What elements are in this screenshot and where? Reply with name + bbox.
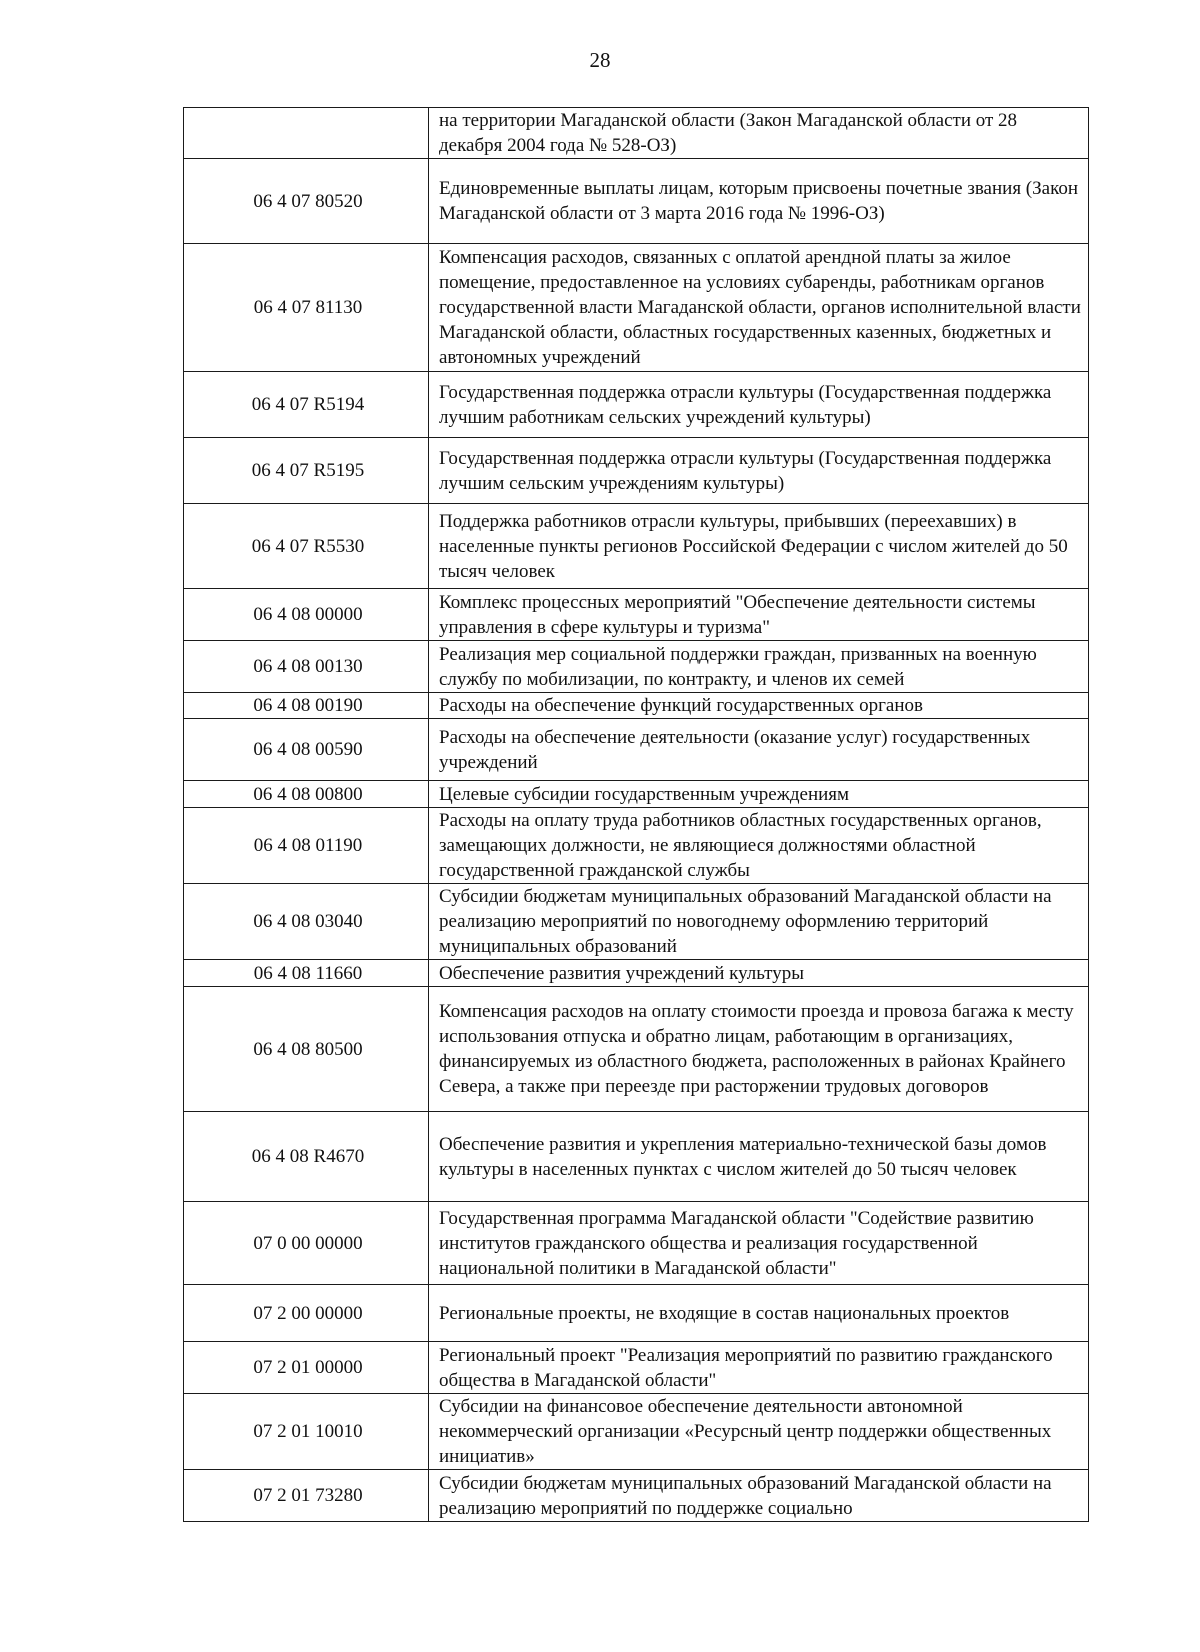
table-row — [184, 504, 1089, 589]
code-cell: 07 2 01 73280 — [184, 1470, 429, 1522]
table-row — [184, 884, 1089, 960]
table-row — [184, 808, 1089, 884]
code-cell: 07 2 00 00000 — [184, 1285, 429, 1342]
description-cell: Обеспечение развития и укрепления материально-технической базы домов культуры в населенных пунктах с числом жителей до 50 тысяч человек — [429, 1112, 1089, 1202]
table-row — [184, 244, 1089, 372]
table-row — [184, 641, 1089, 693]
description-cell: Расходы на оплату труда работников областных государственных органов, замещающих должности, не являющиеся должностями областной государственной гражданской службы — [429, 808, 1089, 884]
table-row — [184, 960, 1089, 987]
code-cell: 06 4 07 R5194 — [184, 372, 429, 438]
code-cell: 06 4 08 R4670 — [184, 1112, 429, 1202]
description-cell: Государственная поддержка отрасли культуры (Государственная поддержка лучшим работникам сельских учреждений культуры) — [429, 372, 1089, 438]
code-cell: 07 2 01 00000 — [184, 1342, 429, 1394]
description-cell: на территории Магаданской области (Закон Магаданской области от 28 декабря 2004 года № 528-ОЗ) — [429, 108, 1089, 159]
code-cell: 06 4 08 00800 — [184, 781, 429, 808]
code-cell: 06 4 08 03040 — [184, 884, 429, 960]
code-cell: 06 4 07 R5530 — [184, 504, 429, 589]
description-cell: Региональные проекты, не входящие в состав национальных проектов — [429, 1285, 1089, 1342]
table-row — [184, 438, 1089, 504]
code-cell: 06 4 07 80520 — [184, 159, 429, 244]
description-cell: Комплекс процессных мероприятий "Обеспечение деятельности системы управления в сфере культуры и туризма" — [429, 589, 1089, 641]
table-row — [184, 719, 1089, 781]
table-row — [184, 781, 1089, 808]
code-cell: 06 4 08 11660 — [184, 960, 429, 987]
description-cell: Субсидии бюджетам муниципальных образований Магаданской области на реализацию мероприятий по новогоднему оформлению территорий муниципальных образований — [429, 884, 1089, 960]
description-cell: Расходы на обеспечение функций государственных органов — [429, 693, 1089, 719]
code-cell: 06 4 08 01190 — [184, 808, 429, 884]
code-cell: 06 4 08 00000 — [184, 589, 429, 641]
table-row — [184, 159, 1089, 244]
description-cell: Компенсация расходов на оплату стоимости проезда и провоза багажа к месту использования отпуска и обратно лицам, работающим в организациях, финансируемых из областного бюджета, расположенных в районах Крайнего Севера, а также при переезде при расторжении трудовых договоров — [429, 987, 1089, 1112]
table-row — [184, 1285, 1089, 1342]
code-cell: 06 4 07 R5195 — [184, 438, 429, 504]
code-cell — [184, 108, 429, 159]
code-cell: 06 4 08 00590 — [184, 719, 429, 781]
table-row — [184, 1342, 1089, 1394]
table-row — [184, 1202, 1089, 1285]
description-cell: Поддержка работников отрасли культуры, прибывших (переехавших) в населенные пункты регионов Российской Федерации с числом жителей до 50 тысяч человек — [429, 504, 1089, 589]
description-cell: Субсидии бюджетам муниципальных образований Магаданской области на реализацию мероприятий по поддержке социально — [429, 1470, 1089, 1522]
code-cell: 06 4 08 00190 — [184, 693, 429, 719]
table-row — [184, 108, 1089, 159]
code-cell: 07 0 00 00000 — [184, 1202, 429, 1285]
description-cell: Компенсация расходов, связанных с оплатой арендной платы за жилое помещение, предоставленное на условиях субаренды, работникам органов государственной власти Магаданской области, органов исполнительной власти Магаданской области, областных государственных казенных, бюджетных и автономных учреждений — [429, 244, 1089, 372]
code-cell: 06 4 08 80500 — [184, 987, 429, 1112]
description-cell: Обеспечение развития учреждений культуры — [429, 960, 1089, 987]
table-row — [184, 1470, 1089, 1522]
code-cell: 06 4 08 00130 — [184, 641, 429, 693]
table-row — [184, 693, 1089, 719]
table-row — [184, 1112, 1089, 1202]
code-cell: 07 2 01 10010 — [184, 1394, 429, 1470]
description-cell: Региональный проект "Реализация мероприятий по развитию гражданского общества в Магаданской области" — [429, 1342, 1089, 1394]
code-cell: 06 4 07 81130 — [184, 244, 429, 372]
table-row — [184, 987, 1089, 1112]
table-row — [184, 372, 1089, 438]
description-cell: Целевые субсидии государственным учреждениям — [429, 781, 1089, 808]
description-cell: Реализация мер социальной поддержки граждан, призванных на военную службу по мобилизации, по контракту, и членов их семей — [429, 641, 1089, 693]
description-cell: Расходы на обеспечение деятельности (оказание услуг) государственных учреждений — [429, 719, 1089, 781]
description-cell: Единовременные выплаты лицам, которым присвоены почетные звания (Закон Магаданской области от 3 марта 2016 года № 1996-ОЗ) — [429, 159, 1089, 244]
table-row — [184, 589, 1089, 641]
page-number: 28 — [589, 48, 611, 72]
description-cell: Субсидии на финансовое обеспечение деятельности автономной некоммерческий организации «Ресурсный центр поддержки общественных инициатив» — [429, 1394, 1089, 1470]
description-cell: Государственная поддержка отрасли культуры (Государственная поддержка лучшим сельским учреждениям культуры) — [429, 438, 1089, 504]
table-row — [184, 1394, 1089, 1470]
description-cell: Государственная программа Магаданской области "Содействие развитию институтов гражданского общества и реализация государственной национальной политики в Магаданской области" — [429, 1202, 1089, 1285]
budget-code-table — [183, 107, 1089, 1522]
